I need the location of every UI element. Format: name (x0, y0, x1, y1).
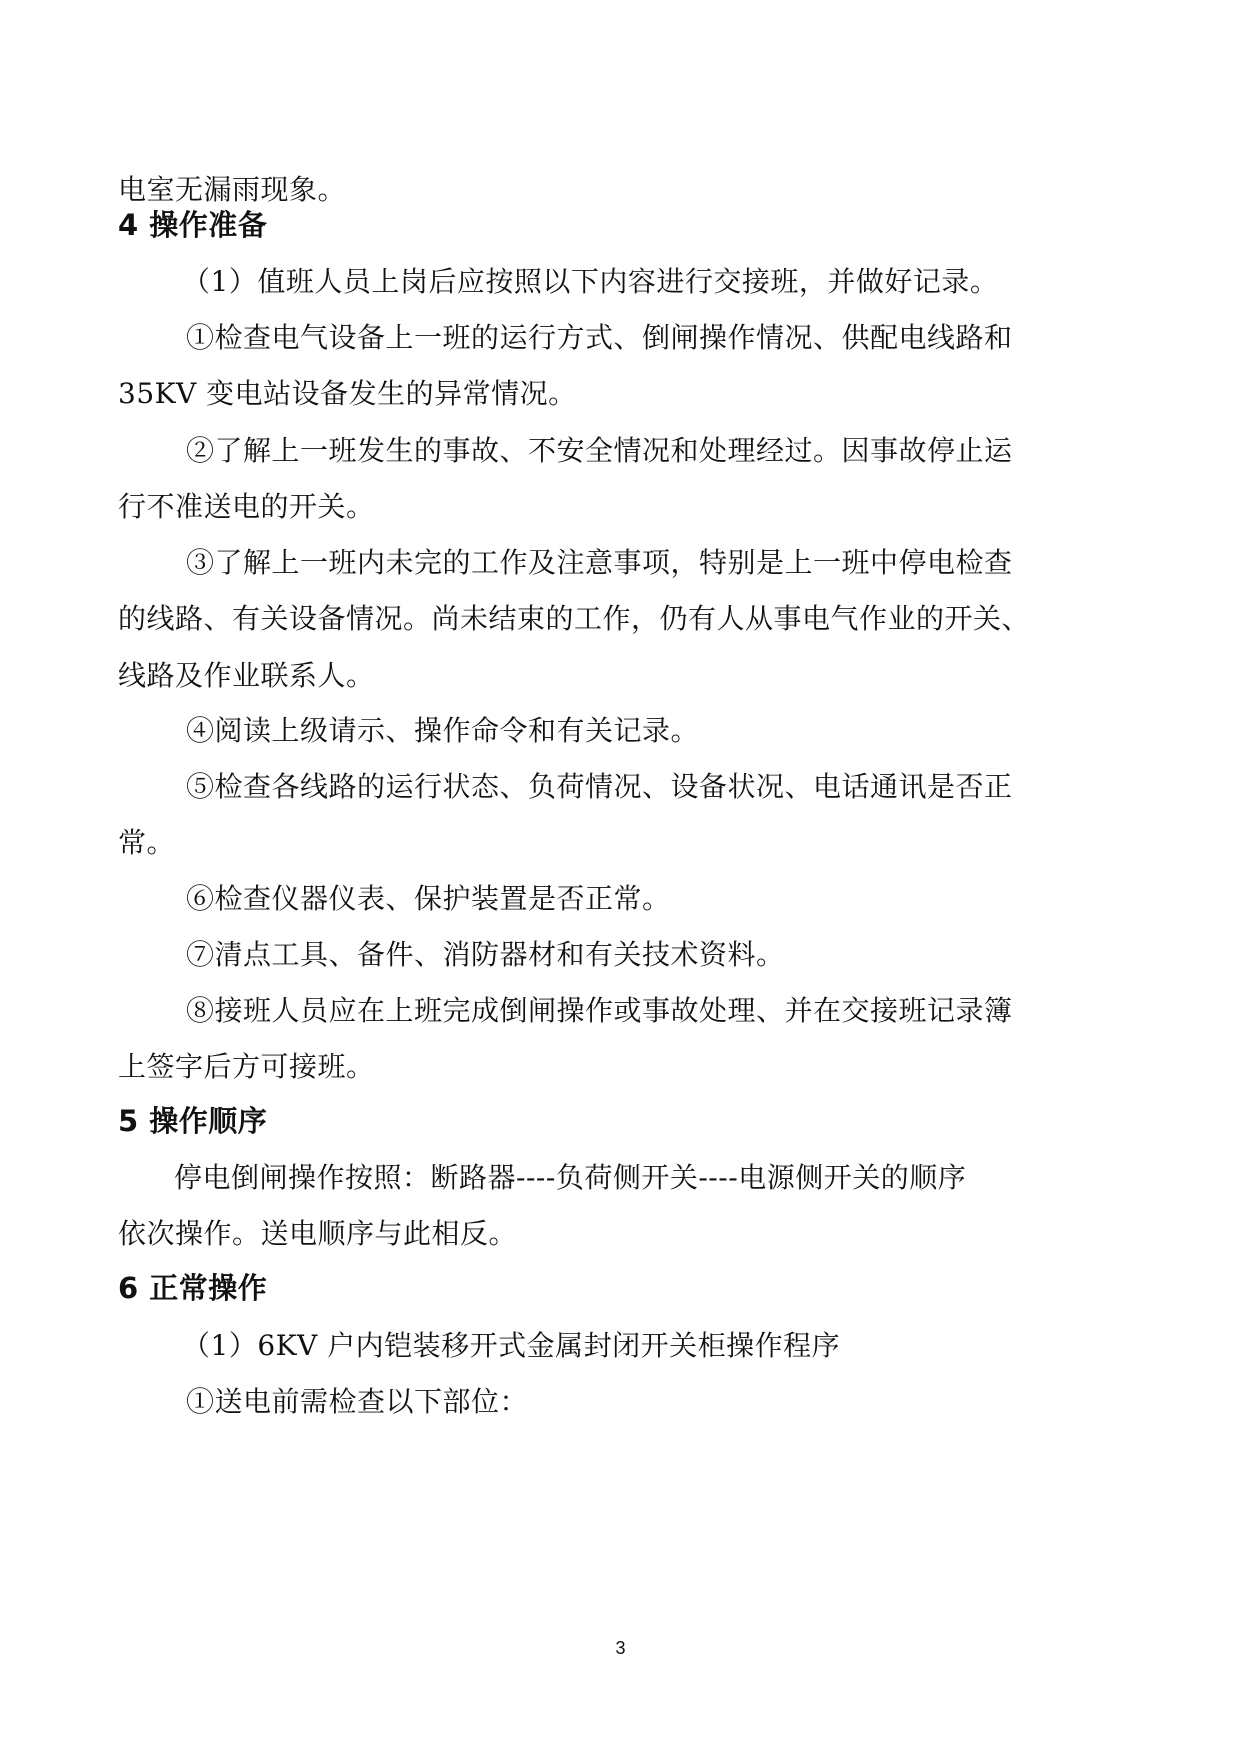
text-line: ⑤检查各线路的运行状态、负荷情况、设备状况、电话通讯是否正 (186, 770, 1013, 803)
page-number: 3 (615, 1638, 626, 1658)
text-line: ⑥检查仪器仪表、保护装置是否正常。 (186, 882, 671, 915)
text-line: （1）6KV 户内铠装移开式金属封闭开关柜操作程序 (182, 1329, 841, 1362)
text-line: 电室无漏雨现象。 (118, 173, 347, 206)
text-line: 停电倒闸操作按照：断路器----负荷侧开关----电源侧开关的顺序 (174, 1161, 967, 1194)
section-heading: 5 操作顺序 (118, 1104, 268, 1138)
text-line: ①检查电气设备上一班的运行方式、倒闸操作情况、供配电线路和 (186, 321, 1013, 354)
section-heading: 6 正常操作 (118, 1271, 268, 1305)
text-line: ③了解上一班内未完的工作及注意事项，特别是上一班中停电检查 (186, 546, 1013, 579)
section-heading: 4 操作准备 (118, 208, 268, 242)
text-line: ②了解上一班发生的事故、不安全情况和处理经过。因事故停止运 (186, 434, 1013, 467)
text-line: ④阅读上级请示、操作命令和有关记录。 (186, 714, 700, 747)
text-line: 常。 (118, 826, 176, 859)
text-line: ⑦清点工具、备件、消防器材和有关技术资料。 (186, 938, 785, 971)
text-line: 线路及作业联系人。 (118, 659, 375, 692)
text-line: 35KV 变电站设备发生的异常情况。 (118, 377, 577, 410)
text-line: ①送电前需检查以下部位： (186, 1385, 529, 1418)
text-line: 依次操作。送电顺序与此相反。 (118, 1217, 518, 1250)
text-line: 上签字后方可接班。 (118, 1050, 375, 1083)
text-line: （1）值班人员上岗后应按照以下内容进行交接班，并做好记录。 (182, 265, 999, 298)
text-line: 行不准送电的开关。 (118, 490, 375, 523)
text-line: ⑧接班人员应在上班完成倒闸操作或事故处理、并在交接班记录簿 (186, 994, 1013, 1027)
text-line: 的线路、有关设备情况。尚未结束的工作，仍有人从事电气作业的开关、 (118, 602, 1031, 635)
